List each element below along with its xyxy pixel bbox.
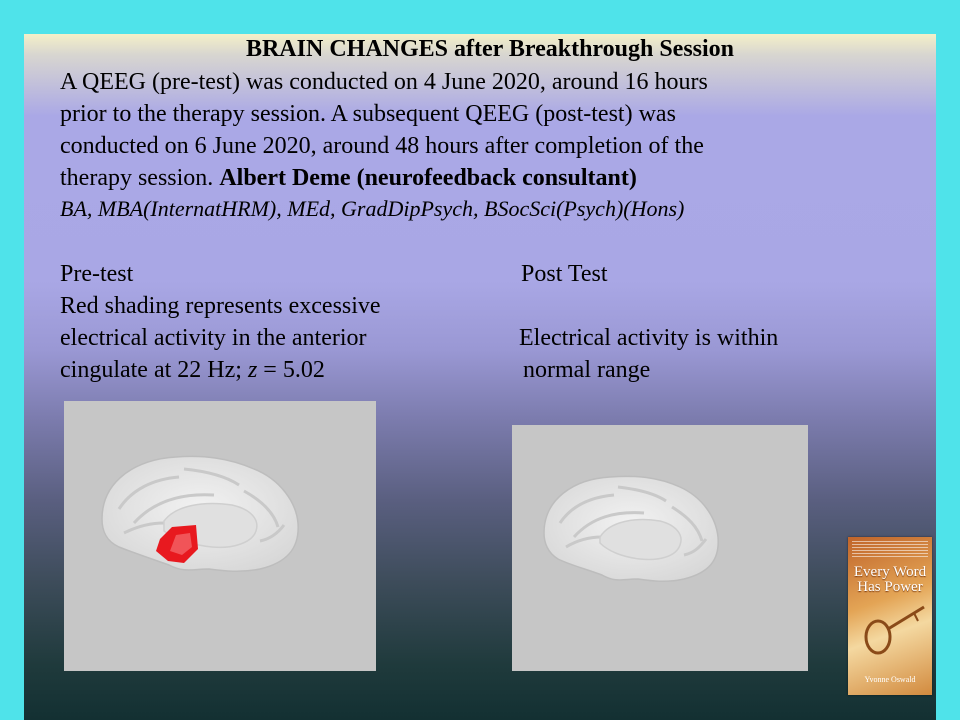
pre-test-line xyxy=(60,354,325,386)
intro-line: conducted on 6 June 2020, around 48 hours after completion of the xyxy=(60,133,704,159)
book-title-line: Has Power xyxy=(857,579,923,595)
post-test-line: normal range xyxy=(523,357,651,383)
z-value: = 5.02 xyxy=(257,357,325,383)
post-test-line: Electrical activity is within xyxy=(519,325,779,351)
pre-test-brain-image xyxy=(64,401,376,671)
key-icon xyxy=(848,537,932,695)
brain-medial-view-icon xyxy=(64,401,376,671)
intro-line-text: therapy session. xyxy=(60,165,220,191)
post-test-heading: Post Test xyxy=(521,261,608,287)
intro-paragraph xyxy=(60,66,860,194)
pre-test-text: cingulate at 22 Hz; xyxy=(60,357,248,383)
book-title-line: Every Word xyxy=(853,564,927,580)
brain-medial-view-icon xyxy=(512,425,808,671)
pre-test-line: Red shading represents excessive xyxy=(60,293,381,319)
book-author: Yvonne Oswald xyxy=(864,675,916,684)
slide-title: BRAIN CHANGES after Breakthrough Session xyxy=(245,36,735,62)
intro-line: prior to the therapy session. A subsequent QEEG (post-test) was xyxy=(60,101,676,127)
consultant-name: Albert Deme (neurofeedback consultant) xyxy=(219,165,637,191)
book-author-credentials xyxy=(848,685,932,690)
intro-line: A QEEG (pre-test) was conducted on 4 June 2020, around 16 hours xyxy=(60,69,708,95)
book-cover-image xyxy=(848,537,932,695)
consultant-credentials: BA, MBA(InternatHRM), MEd, GradDipPsych, BSocSci(Psych)(Hons) xyxy=(60,196,685,221)
pre-test-heading: Pre-test xyxy=(60,261,134,287)
post-test-brain-image xyxy=(512,425,808,671)
z-symbol: z xyxy=(247,357,258,383)
pre-test-line: electrical activity in the anterior xyxy=(60,325,367,351)
intro-line xyxy=(60,162,860,194)
